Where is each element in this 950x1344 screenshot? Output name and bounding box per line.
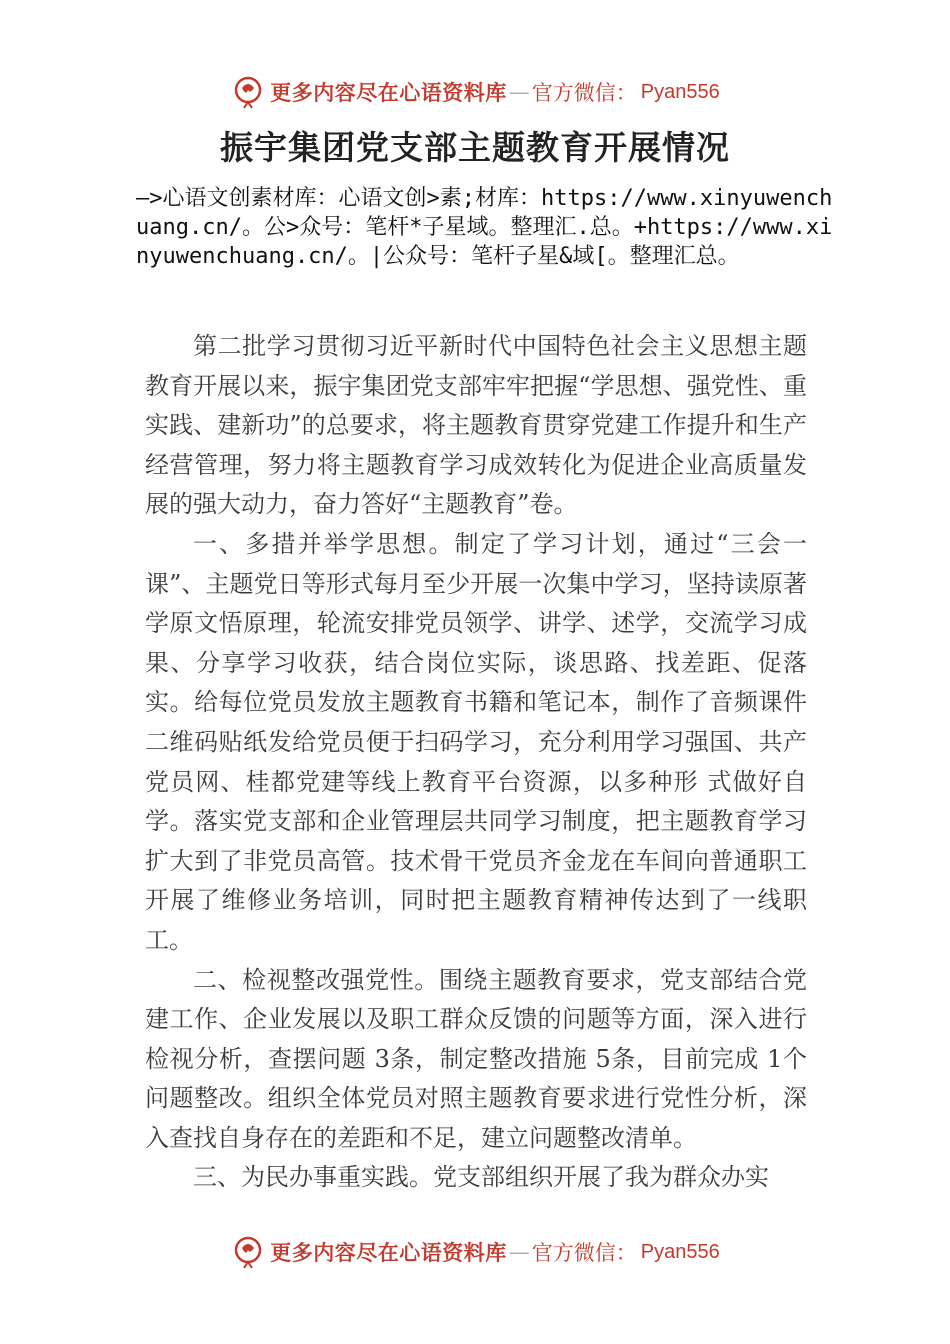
- document-title: 振宇集团党支部主题教育开展情况: [220, 128, 730, 167]
- watermark-banner-top: [0, 72, 950, 112]
- section-two-paragraph: 二、检视整改强党性。围绕主题教育要求，党支部结合党建工作、企业发展以及职工群众反馈的问题等方面，深入进行检视分析，查摆问题 3条，制定整改措施 5条，目前完成 1个问题整改。组织全体党员对照主题教育要求进行党性分析，深入查找自身存在的差距和不足，建立问题整改清单。: [145, 965, 807, 1152]
- watermark-label: 官方微信：: [531, 1241, 637, 1265]
- rose-flower-icon: [230, 1234, 266, 1270]
- rose-flower-icon: [230, 74, 266, 110]
- document-body: [145, 327, 807, 1198]
- watermark-wechat-id: Pyan556: [640, 80, 720, 103]
- watermark-text: 更多内容尽在心语资料库: [270, 1240, 507, 1265]
- watermark-separator: —: [508, 80, 530, 104]
- watermark-banner-bottom: [0, 1232, 950, 1272]
- source-note: —>心语文创素材库：心语文创>素;材库：https://www.xinyuwenchuang.cn/。公>众号：笔杆*子星域。整理汇.总。+https://www.xinyuwenchuang.cn/。|公众号：笔杆子星&域[。整理汇总。: [136, 186, 833, 269]
- watermark-wechat-id: Pyan556: [640, 1240, 720, 1263]
- section-three-paragraph: 三、为民办事重实践。党支部组织开展了我为群众办实: [193, 1163, 769, 1192]
- watermark-text: 更多内容尽在心语资料库: [270, 80, 507, 105]
- watermark-separator: —: [508, 1240, 530, 1264]
- intro-paragraph: 第二批学习贯彻习近平新时代中国特色社会主义思想主题教育开展以来，振宇集团党支部牢牢把握“学思想、强党性、重实践、建新功”的总要求，将主题教育贯穿党建工作提升和生产经营管理，努力将主题教育学习成效转化为促进企业高质量发展的强大动力，奋力答好“主题教育”卷。: [145, 332, 807, 519]
- watermark-label: 官方微信：: [531, 81, 637, 105]
- section-one-paragraph: 一、多措并举学思想。制定了学习计划，通过“三会一课”、主题党日等形式每月至少开展一次集中学习，坚持读原著学原文悟原理，轮流安排党员领学、讲学、述学，交流学习成果、分享学习收获，结合岗位实际，谈思路、找差距、促落实。给每位党员发放主题教育书籍和笔记本，制作了音频课件二维码贴纸发给党员便于扫码学习，充分利用学习强国、共产党员网、桂都党建等线上教育平台资源，以多种形 式做好自学。落实党支部和企业管理层共同学习制度，把主题教育学习扩大到了非党员高管。技术骨干党员齐金龙在车间向普通职工开展了维修业务培训，同时把主题教育精神传达到了一线职工。: [145, 529, 807, 954]
